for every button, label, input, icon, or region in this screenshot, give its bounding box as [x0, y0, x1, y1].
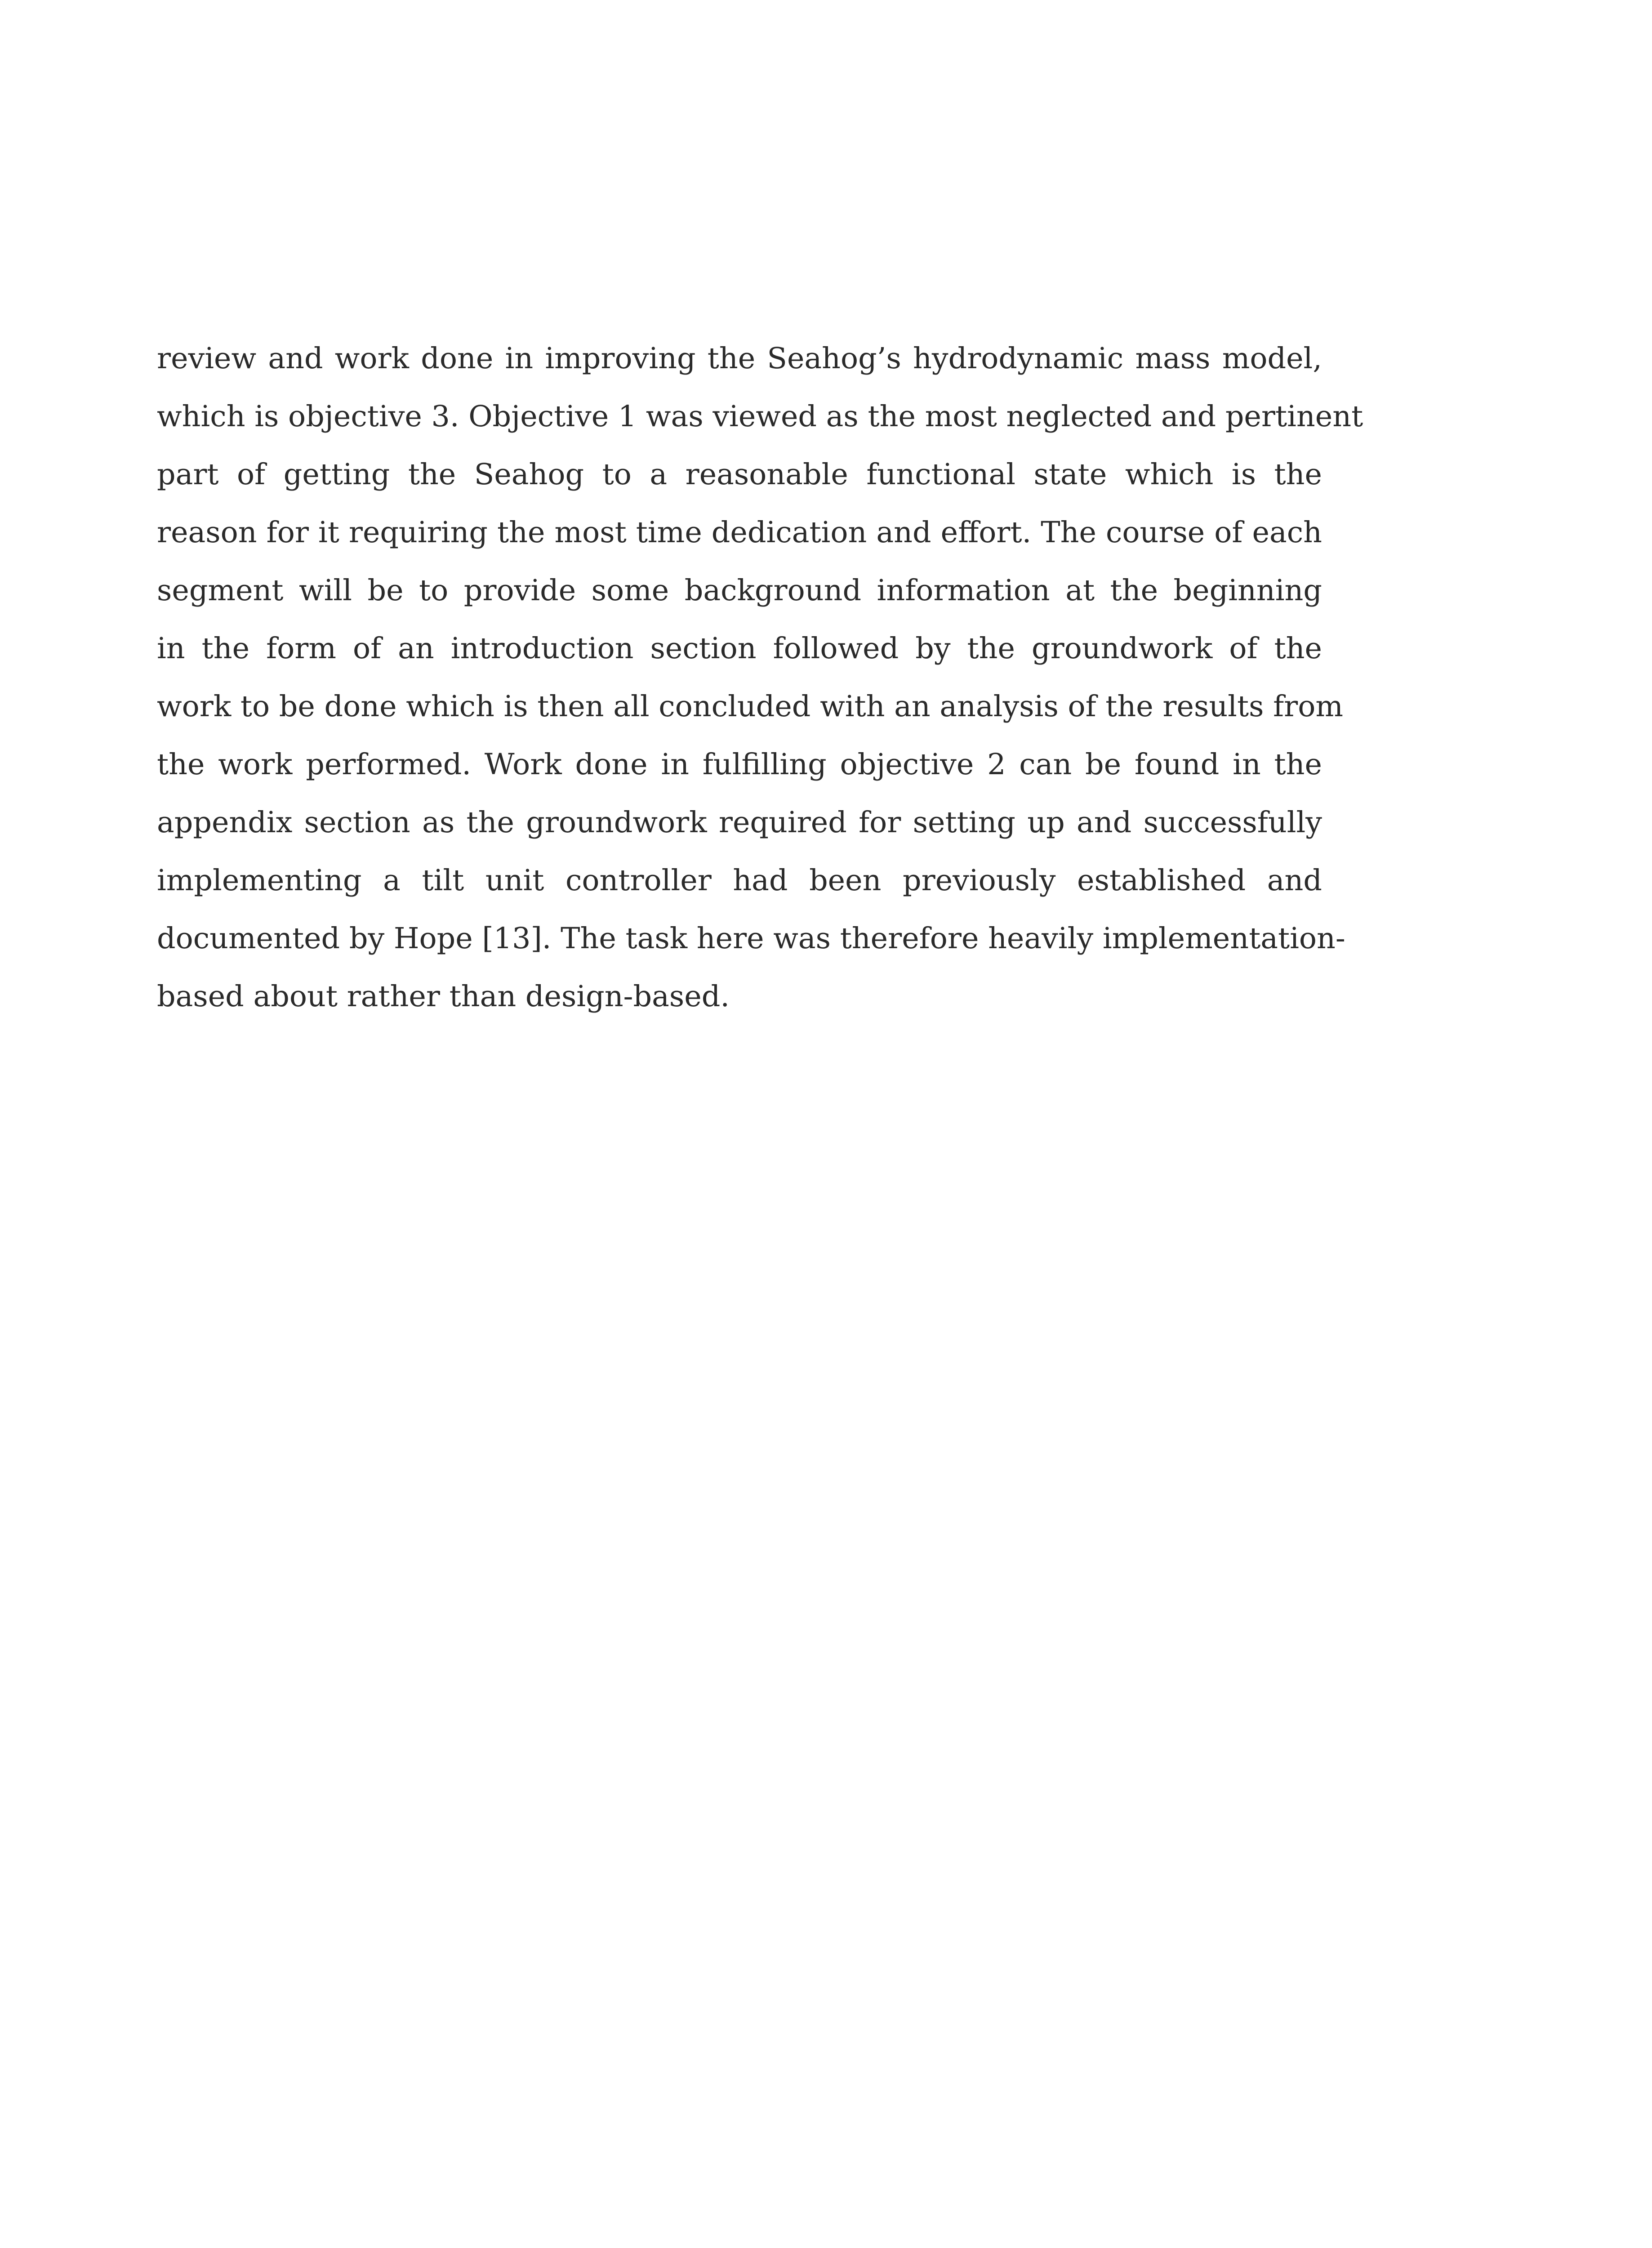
- paragraph-line: segment will be to provide some background information at the beginning: [157, 574, 1322, 607]
- paragraph-line: appendix section as the groundwork required for setting up and successfully: [157, 806, 1322, 839]
- paragraph-line: part of getting the Seahog to a reasonable functional state which is the: [157, 458, 1322, 491]
- paragraph-line: the work performed. Work done in fulfilling objective 2 can be found in the: [157, 748, 1322, 781]
- paragraph-line: implementing a tilt unit controller had been previously established and: [157, 864, 1322, 897]
- paragraph-line: which is objective 3. Objective 1 was viewed as the most neglected and pertinent: [157, 400, 1363, 433]
- paragraph-line: in the form of an introduction section followed by the groundwork of the: [157, 632, 1322, 665]
- paragraph-line: review and work done in improving the Seahog’s hydrodynamic mass model,: [157, 342, 1322, 375]
- paragraph-line: reason for it requiring the most time dedication and effort. The course of each: [157, 516, 1322, 549]
- paragraph-line: work to be done which is then all concluded with an analysis of the results from: [157, 690, 1344, 723]
- body-paragraph: [157, 330, 1363, 1026]
- paragraph-line: based about rather than design-based.: [157, 980, 730, 1013]
- paragraph-line: documented by Hope [13]. The task here was therefore heavily implementation-: [157, 922, 1345, 955]
